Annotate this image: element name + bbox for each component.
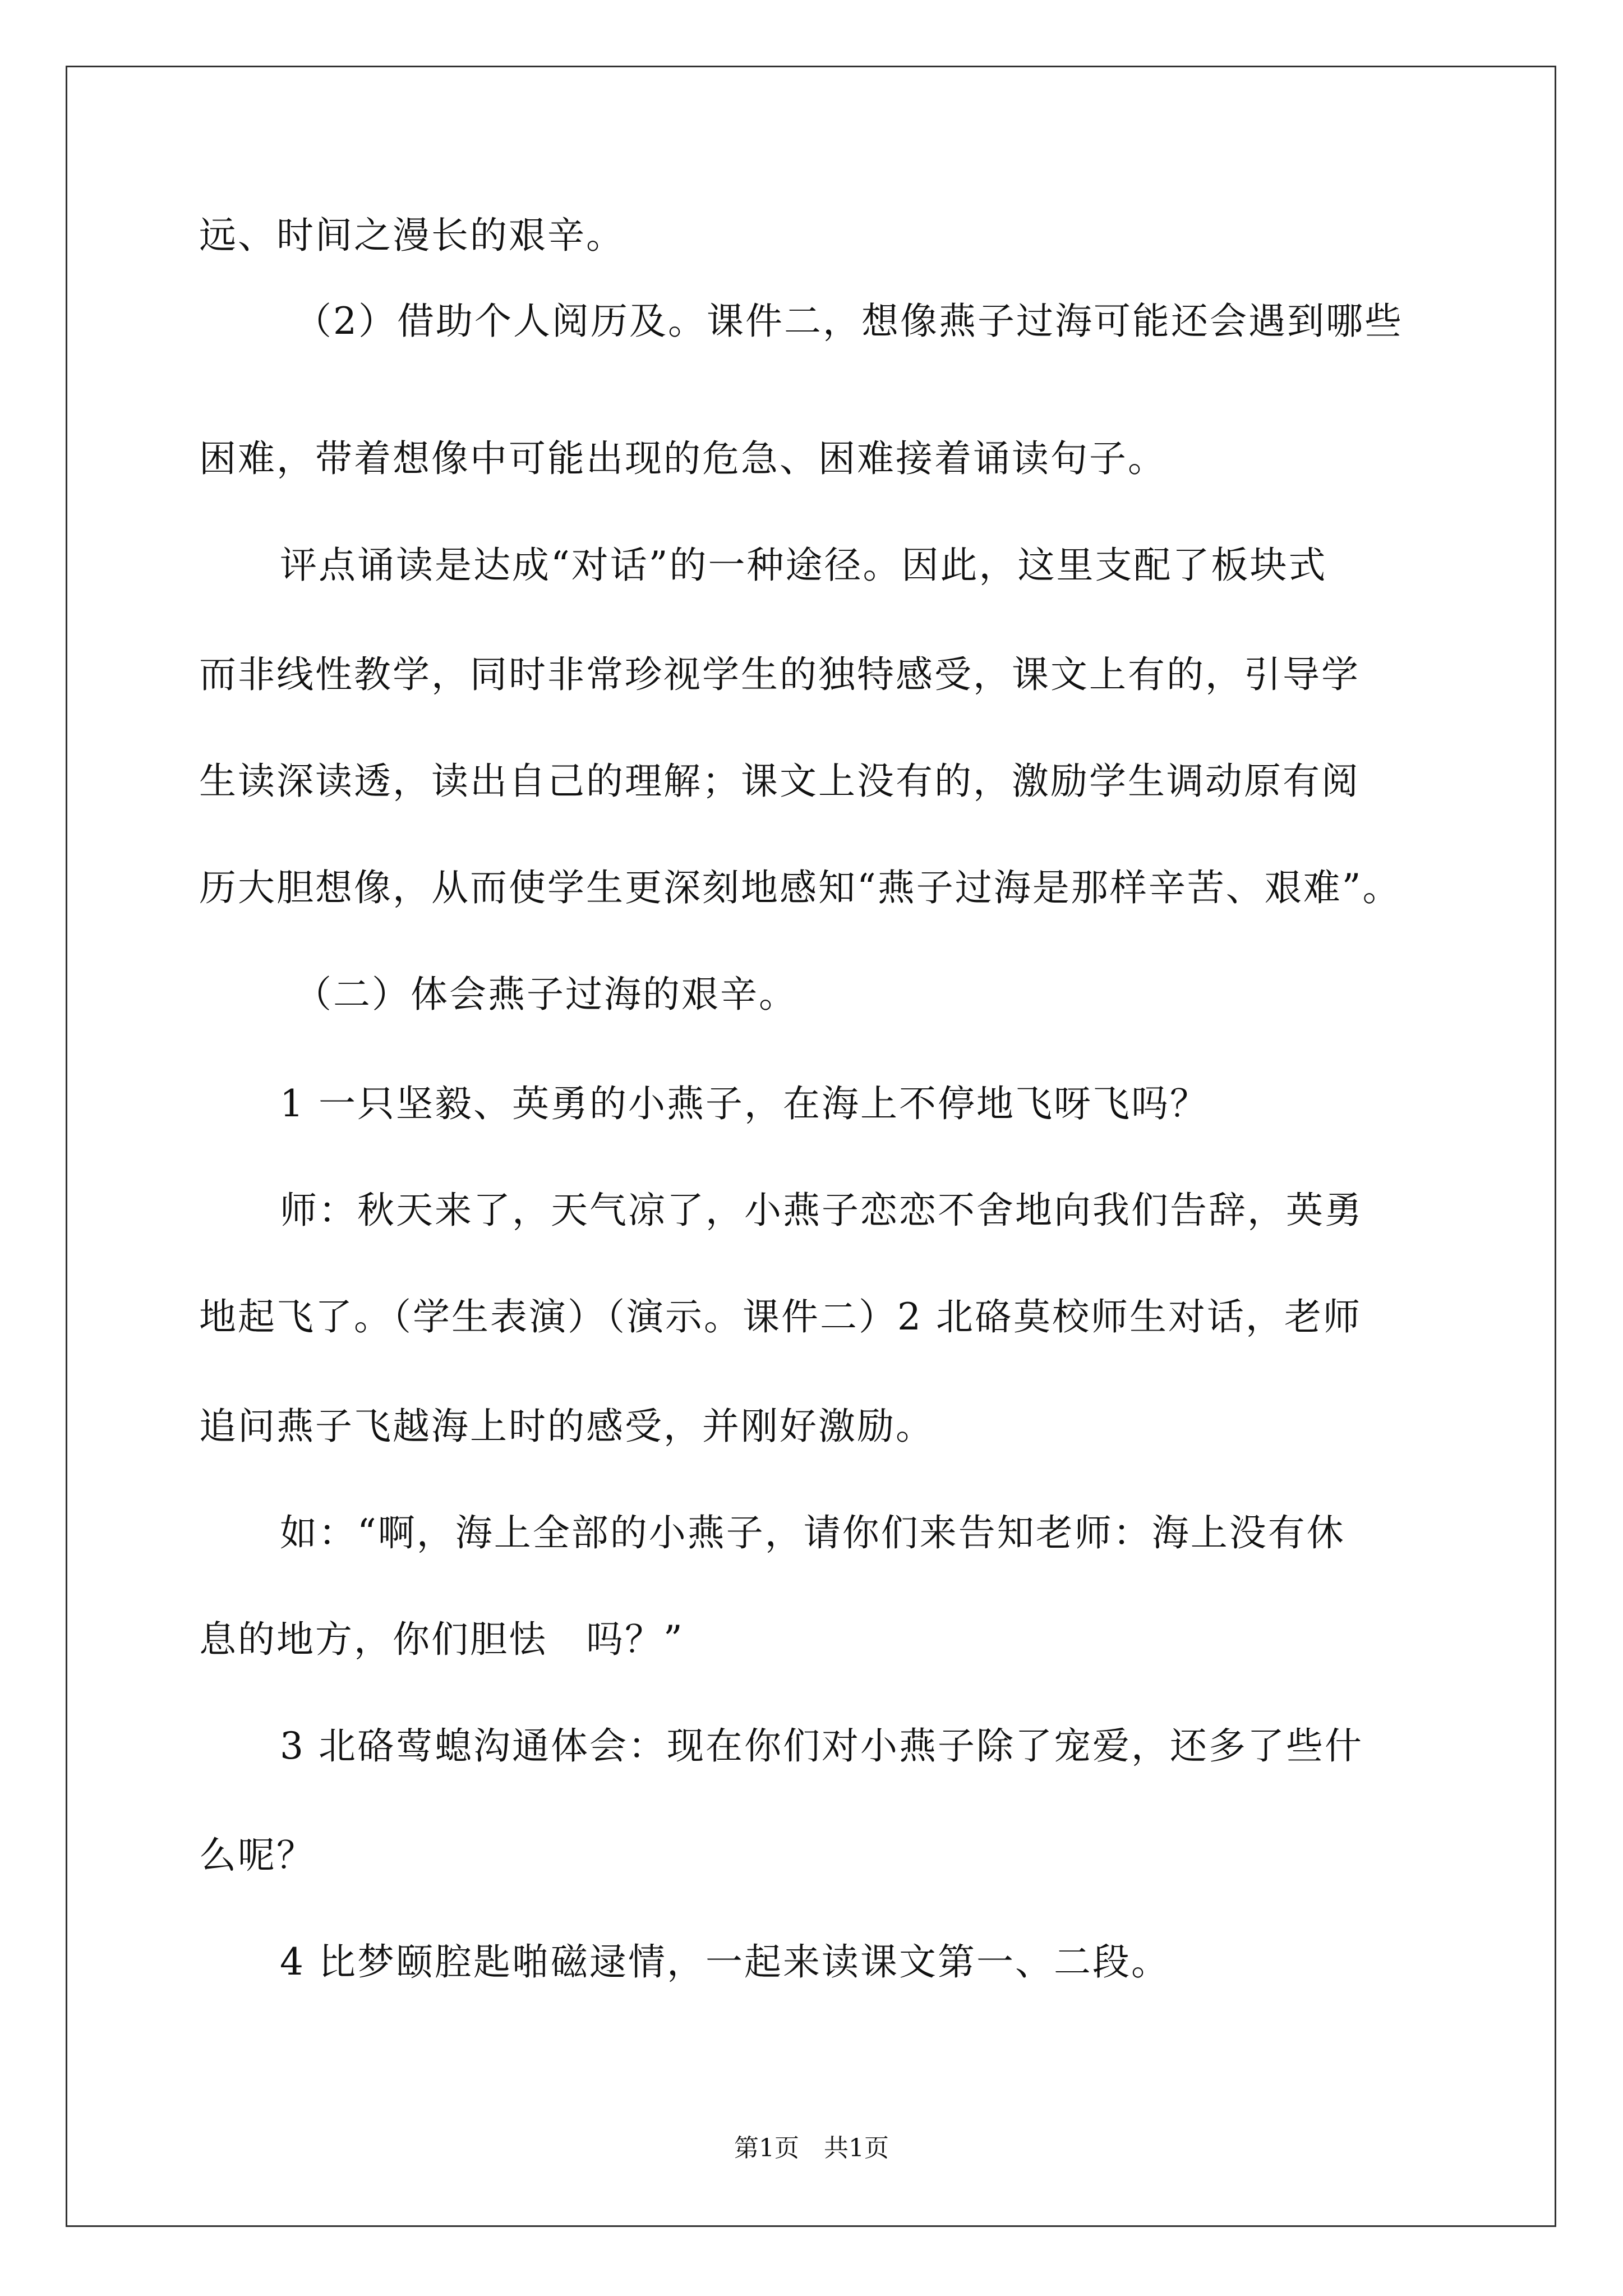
text-line: 息的地方，你们胆怯 吗？” (199, 1618, 684, 1661)
text-line: 远、时间之漫长的艰辛。 (199, 214, 625, 257)
text-line: 么呢？ (199, 1834, 315, 1877)
text-line: 而非线性教学，同时非常珍视学生的独特感受，课文上有的，引导学 (199, 653, 1360, 696)
text-line: 师：秋天来了，天气凉了，小燕子恋恋不舍地向我们告辞，英勇 (280, 1189, 1363, 1232)
text-line: 1 一只坚毅、英勇的小燕子，在海上不停地飞呀飞吗？ (280, 1082, 1209, 1125)
text-line: 历大胆想像，从而使学生更深刻地感知“燕子过海是那样辛苦、艰难”。 (199, 866, 1401, 909)
text-line: 3 北硌莺螅沟通体会：现在你们对小燕子除了宠爱，还多了些什 (280, 1724, 1363, 1768)
text-line: 评点诵读是达成“对话”的一种途径。因此，这里支配了板块式 (280, 544, 1327, 587)
page-footer: 第1页 共1页 (734, 2134, 889, 2162)
text-line: 4 比梦颐腔匙啪磁逯情，一起来读课文第一、二段。 (280, 1940, 1170, 1984)
text-line: 生读深读透，读出自己的理解；课文上没有的，激励学生调动原有阅 (199, 760, 1360, 803)
text-line: 地起飞了。（学生表演）（演示。课件二）2 北硌莫校师生对话，老师 (199, 1295, 1362, 1338)
text-line: （2）借助个人阅历及。课件二，想像燕子过海可能还会遇到哪些 (294, 300, 1403, 343)
text-line: 困难，带着想像中可能出现的危急、困难接着诵读句子。 (199, 437, 1166, 480)
text-line: （二）体会燕子过海的艰辛。 (294, 973, 797, 1016)
text-line: 追问燕子飞越海上时的感受，并刚好激励。 (199, 1405, 934, 1448)
page-border (66, 66, 1556, 2227)
text-line: 如：“啊，海上全部的小燕子，请你们来告知老师：海上没有休 (280, 1511, 1345, 1554)
